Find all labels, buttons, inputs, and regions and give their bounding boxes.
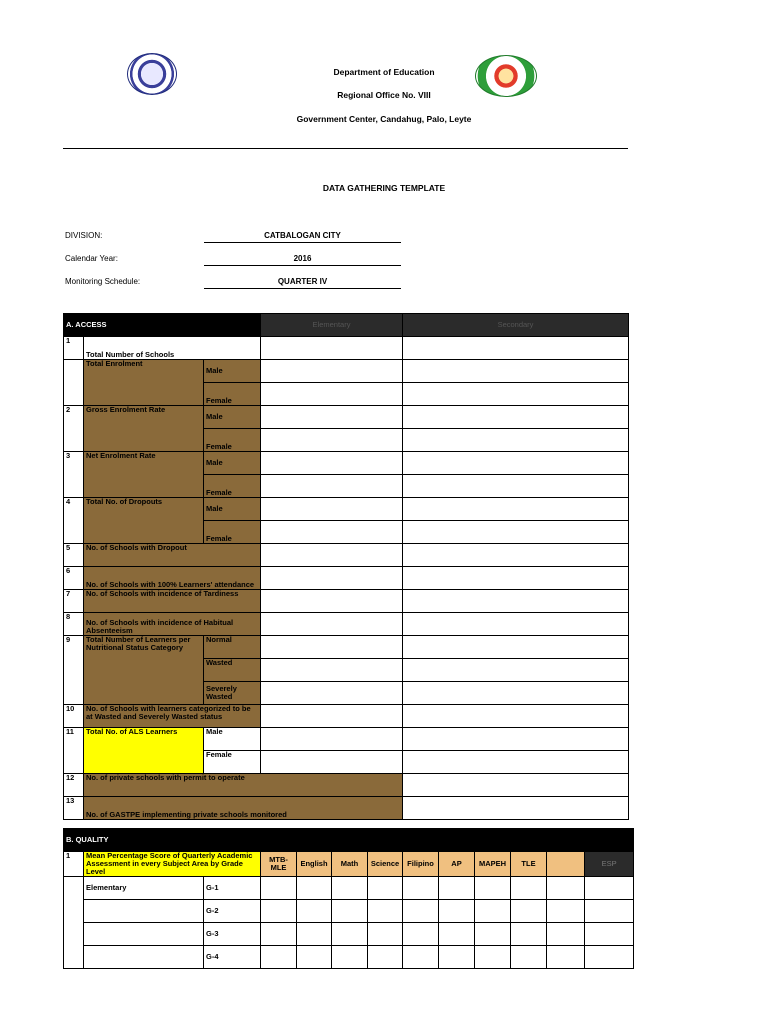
sub-label-male: Male: [204, 498, 261, 521]
cell-input[interactable]: [261, 429, 403, 452]
row-label-gastpe: No. of GASTPE implementing private schools monitored: [84, 797, 403, 820]
score-cell[interactable]: [261, 877, 297, 900]
cell-input[interactable]: [403, 452, 629, 475]
sub-label-wasted: Wasted: [204, 659, 261, 682]
subject-header: ESP: [585, 852, 634, 877]
row-number: 13: [64, 797, 84, 820]
row-label-gross-enrolment: Gross Enrolment Rate: [84, 406, 204, 452]
score-cell[interactable]: [475, 923, 511, 946]
score-cell[interactable]: [368, 923, 403, 946]
score-cell[interactable]: [585, 923, 634, 946]
cell-input[interactable]: [261, 751, 403, 774]
sub-label-severely-wasted: Severely Wasted: [204, 682, 261, 705]
cell-input[interactable]: [403, 751, 629, 774]
cell-input[interactable]: [261, 475, 403, 498]
sub-label-male: Male: [204, 406, 261, 429]
label-elementary: Elementary: [84, 877, 204, 900]
cell-input[interactable]: [403, 544, 629, 567]
score-cell[interactable]: [403, 877, 439, 900]
subject-header: Filipino: [403, 852, 439, 877]
cell-input[interactable]: [403, 613, 629, 636]
score-cell[interactable]: [332, 877, 368, 900]
score-cell[interactable]: [439, 923, 475, 946]
section-access: A. ACCESS: [64, 314, 261, 337]
row-number: 5: [64, 544, 84, 567]
cell-input[interactable]: [403, 360, 629, 383]
monitoring-schedule-label: Monitoring Schedule:: [65, 277, 141, 286]
grade-label: G-2: [204, 900, 261, 923]
score-cell[interactable]: [475, 877, 511, 900]
score-cell[interactable]: [297, 877, 332, 900]
cell-input[interactable]: [403, 498, 629, 521]
cell-input[interactable]: [403, 659, 629, 682]
row-number: 9: [64, 636, 84, 705]
quality-table: [63, 828, 634, 969]
row-label-mean-percentage: Mean Percentage Score of Quarterly Academic Assessment in every Subject Area by Grade Level: [84, 852, 261, 877]
sub-label-female: Female: [204, 475, 261, 498]
score-cell[interactable]: [403, 923, 439, 946]
score-cell[interactable]: [297, 900, 332, 923]
row-label-wasted-schools: No. of Schools with learners categorized to be at Wasted and Severely Wasted status: [84, 705, 261, 728]
row-label-habitual-absenteeism: No. of Schools with incidence of Habitual Absenteeism: [84, 613, 261, 636]
subject-header: Math: [332, 852, 368, 877]
score-cell[interactable]: [547, 900, 585, 923]
row-label-als-learners: Total No. of ALS Learners: [84, 728, 204, 774]
subject-header: MTB-MLE: [261, 852, 297, 877]
cell-input[interactable]: [261, 613, 403, 636]
cell-input[interactable]: [403, 728, 629, 751]
row-label-private-permit: No. of private schools with permit to operate: [84, 774, 403, 797]
cell-input[interactable]: [403, 429, 629, 452]
cell-input[interactable]: [261, 544, 403, 567]
row-label-full-attendance: No. of Schools with 100% Learners' attendance: [84, 567, 261, 590]
row-label-net-enrolment: Net Enrolment Rate: [84, 452, 204, 498]
cell-input[interactable]: [403, 383, 629, 406]
division-label: DIVISION:: [65, 231, 103, 240]
score-cell[interactable]: [261, 923, 297, 946]
score-cell[interactable]: [511, 900, 547, 923]
score-cell[interactable]: [547, 923, 585, 946]
row-number: 3: [64, 452, 84, 498]
subject-header: English: [297, 852, 332, 877]
score-cell[interactable]: [261, 900, 297, 923]
score-cell[interactable]: [585, 900, 634, 923]
cell-input[interactable]: [261, 337, 403, 360]
row-number: 10: [64, 705, 84, 728]
row-number: 7: [64, 590, 84, 613]
row-number: 8: [64, 613, 84, 636]
section-quality: B. QUALITY: [64, 829, 634, 852]
calendar-year-label: Calendar Year:: [65, 254, 118, 263]
row-number: 2: [64, 406, 84, 452]
cell-input[interactable]: [261, 682, 403, 705]
division-value[interactable]: CATBALOGAN CITY: [204, 231, 401, 243]
subject-header: [547, 852, 585, 877]
score-cell[interactable]: [403, 946, 439, 969]
header-divider: [63, 148, 628, 149]
cell-input[interactable]: [261, 452, 403, 475]
score-cell[interactable]: [368, 946, 403, 969]
row-label-tardiness: No. of Schools with incidence of Tardiness: [84, 590, 261, 613]
cell-input[interactable]: [403, 636, 629, 659]
row-number: 1: [64, 337, 84, 360]
page-title: DATA GATHERING TEMPLATE: [322, 183, 446, 193]
sub-label-normal: Normal: [204, 636, 261, 659]
calendar-year-value[interactable]: 2016: [204, 254, 401, 266]
cell-input[interactable]: [403, 797, 629, 820]
score-cell[interactable]: [332, 946, 368, 969]
score-cell[interactable]: [368, 900, 403, 923]
row-number: 6: [64, 567, 84, 590]
score-cell[interactable]: [403, 900, 439, 923]
score-cell[interactable]: [332, 923, 368, 946]
grade-label: G-3: [204, 923, 261, 946]
cell-input[interactable]: [261, 728, 403, 751]
col-header-elementary: Elementary: [261, 314, 403, 337]
score-cell[interactable]: [475, 900, 511, 923]
row-number: 1: [64, 852, 84, 877]
cell-input[interactable]: [403, 590, 629, 613]
cell-input[interactable]: [403, 521, 629, 544]
score-cell[interactable]: [261, 946, 297, 969]
cell-input[interactable]: [261, 590, 403, 613]
subject-header: TLE: [511, 852, 547, 877]
score-cell[interactable]: [332, 900, 368, 923]
score-cell[interactable]: [547, 877, 585, 900]
subject-header: AP: [439, 852, 475, 877]
score-cell[interactable]: [439, 946, 475, 969]
cell-input[interactable]: [403, 567, 629, 590]
score-cell[interactable]: [297, 923, 332, 946]
sub-label-male: Male: [204, 360, 261, 383]
cell-input[interactable]: [261, 659, 403, 682]
score-cell[interactable]: [297, 946, 332, 969]
cell-input[interactable]: [403, 682, 629, 705]
sub-label-male: Male: [204, 452, 261, 475]
row-label-schools-with-dropout: No. of Schools with Dropout: [84, 544, 261, 567]
cell-input[interactable]: [403, 475, 629, 498]
cell-input[interactable]: [261, 705, 403, 728]
sub-label-female: Female: [204, 383, 261, 406]
score-cell[interactable]: [585, 877, 634, 900]
score-cell[interactable]: [368, 877, 403, 900]
grade-label: G-4: [204, 946, 261, 969]
data-gathering-table: [63, 313, 629, 820]
subject-header: Science: [368, 852, 403, 877]
col-header-secondary: Secondary: [403, 314, 629, 337]
cell-input[interactable]: [261, 406, 403, 429]
sub-label-female: Female: [204, 751, 261, 774]
row-label-total-dropouts: Total No. of Dropouts: [84, 498, 204, 544]
score-cell[interactable]: [475, 946, 511, 969]
cell-input[interactable]: [261, 636, 403, 659]
header-department: Department of Education: [333, 67, 435, 77]
sub-label-male: Male: [204, 728, 261, 751]
header-regional-office: Regional Office No. VIII: [337, 90, 431, 100]
cell-input[interactable]: [261, 383, 403, 406]
score-cell[interactable]: [585, 946, 634, 969]
score-cell[interactable]: [439, 900, 475, 923]
cell-input[interactable]: [403, 406, 629, 429]
row-number: 12: [64, 774, 84, 797]
monitoring-schedule-value[interactable]: QUARTER IV: [204, 277, 401, 289]
sub-label-female: Female: [204, 429, 261, 452]
row-label-nutritional-status: Total Number of Learners per Nutritional Status Category: [84, 636, 204, 705]
cell-input[interactable]: [261, 498, 403, 521]
row-label-total-schools: Total Number of Schools: [84, 337, 261, 360]
header-address: Government Center, Candahug, Palo, Leyte: [296, 114, 472, 124]
sub-label-female: Female: [204, 521, 261, 544]
score-cell[interactable]: [511, 946, 547, 969]
grade-label: G-1: [204, 877, 261, 900]
cell-input[interactable]: [261, 567, 403, 590]
row-label-total-enrolment: Total Enrolment: [84, 360, 204, 406]
score-cell[interactable]: [511, 923, 547, 946]
cell-input[interactable]: [403, 705, 629, 728]
score-cell[interactable]: [439, 877, 475, 900]
row-number: 11: [64, 728, 84, 774]
score-cell[interactable]: [511, 877, 547, 900]
row-number: 4: [64, 498, 84, 544]
cell-input[interactable]: [403, 774, 629, 797]
cell-input[interactable]: [261, 521, 403, 544]
subject-header: MAPEH: [475, 852, 511, 877]
cell-input[interactable]: [261, 360, 403, 383]
cell-input[interactable]: [403, 337, 629, 360]
score-cell[interactable]: [547, 946, 585, 969]
